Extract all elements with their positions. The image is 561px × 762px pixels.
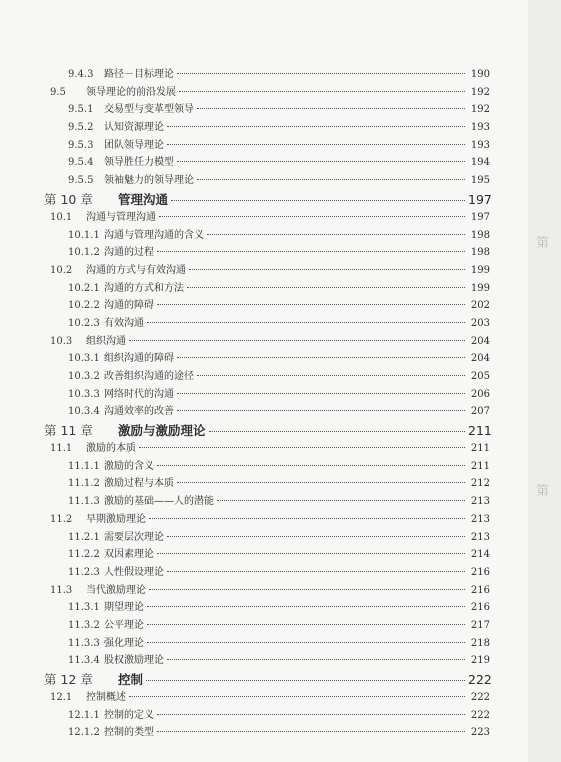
- dot-leader: [139, 447, 465, 448]
- toc-entry-page-number: 222: [470, 709, 490, 721]
- toc-section-entry: [44, 511, 490, 529]
- toc-chapter-entry: [44, 670, 490, 689]
- dot-leader: [177, 161, 465, 162]
- dot-leader: [146, 680, 465, 681]
- toc-subsection-entry: [44, 458, 490, 476]
- toc-entry-title: 公平理论: [104, 619, 144, 631]
- dot-leader: [177, 73, 465, 74]
- toc-entry-number: 11.3.1: [68, 602, 100, 614]
- toc-entry-number: 11.1.2: [68, 478, 100, 490]
- dot-leader: [217, 500, 465, 501]
- toc-subsection-entry: [44, 652, 490, 670]
- toc-entry-title: 认知资源理论: [104, 122, 164, 134]
- toc-entry-title: 领导理论的前沿发展: [86, 86, 176, 98]
- dot-leader: [157, 553, 465, 554]
- toc-subsection-entry: [44, 635, 490, 653]
- toc-entry-title: 当代激励理论: [86, 584, 146, 596]
- toc-subsection-entry: [44, 724, 490, 742]
- toc-entry-page-number: 194: [470, 157, 490, 169]
- toc-entry-number: 10.2.2: [68, 300, 100, 312]
- toc-entry-number: 11.2.2: [68, 549, 100, 561]
- toc-entry-page-number: 219: [470, 655, 490, 667]
- toc-section-entry: [44, 582, 490, 600]
- toc-subsection-entry: [44, 66, 490, 84]
- dot-leader: [149, 518, 465, 519]
- toc-entry-number: 11.3: [50, 584, 73, 596]
- toc-subsection-entry: [44, 297, 490, 315]
- toc-entry-number: 10.2: [50, 264, 73, 276]
- toc-entry-number: 11.2.3: [68, 566, 100, 578]
- toc-entry-title: 早期激励理论: [86, 513, 146, 525]
- toc-entry-page-number: 214: [470, 549, 490, 561]
- toc-entry-page-number: 211: [470, 460, 490, 472]
- toc-entry-title: 交易型与变革型领导: [104, 104, 194, 116]
- toc-entry-number: 9.5.5: [68, 175, 94, 187]
- toc-entry-title: 沟通与管理沟通的含义: [104, 229, 204, 241]
- toc-entry-page-number: 218: [470, 637, 490, 649]
- dot-leader: [167, 126, 465, 127]
- toc-entry-title: 控制的类型: [104, 727, 154, 739]
- toc-entry-number: 10.3.2: [68, 371, 100, 382]
- toc-entry-title: 沟通的方式与有效沟通: [86, 264, 186, 276]
- toc-entry-number: 9.5: [50, 86, 66, 98]
- next-page-edge: [528, 0, 561, 762]
- toc-entry-number: 12.1.2: [68, 727, 100, 739]
- dot-leader: [177, 482, 465, 483]
- toc-entry-title: 路径－目标理论: [104, 69, 174, 80]
- toc-entry-title: 人性假设理论: [104, 566, 164, 578]
- toc-entry-page-number: 204: [470, 353, 490, 365]
- dot-leader: [167, 571, 465, 572]
- toc-entry-page-number: 193: [470, 122, 490, 134]
- toc-entry-page-number: 213: [470, 496, 490, 508]
- table-of-contents: [44, 66, 490, 742]
- toc-entry-page-number: 223: [470, 727, 490, 739]
- toc-entry-title: 股权激励理论: [104, 655, 164, 667]
- toc-subsection-entry: [44, 244, 490, 262]
- toc-entry-page-number: 205: [470, 371, 490, 382]
- toc-subsection-entry: [44, 564, 490, 582]
- toc-subsection-entry: [44, 368, 490, 386]
- toc-entry-number: 11.2.1: [68, 531, 100, 543]
- toc-entry-number: 10.1.2: [68, 247, 100, 259]
- toc-entry-page-number: 216: [470, 602, 490, 614]
- toc-entry-page-number: 198: [470, 229, 490, 241]
- toc-entry-title: 激励的基础——人的潜能: [104, 496, 214, 508]
- toc-subsection-entry: [44, 546, 490, 564]
- toc-entry-number: 11.3.2: [68, 619, 100, 631]
- toc-entry-number: 10.3.3: [68, 388, 100, 400]
- dot-leader: [157, 731, 465, 732]
- toc-subsection-entry: [44, 386, 490, 404]
- toc-entry-page-number: 213: [470, 531, 490, 543]
- toc-entry-page-number: 216: [470, 566, 490, 578]
- dot-leader: [157, 465, 465, 466]
- toc-subsection-entry: [44, 707, 490, 725]
- toc-subsection-entry: [44, 315, 490, 333]
- toc-entry-title: 沟通与管理沟通: [86, 211, 156, 223]
- toc-subsection-entry: [44, 599, 490, 617]
- toc-entry-number: 11.1.1: [68, 460, 100, 472]
- toc-entry-title: 激励的本质: [86, 443, 136, 455]
- dot-leader: [147, 642, 465, 643]
- toc-entry-number: 10.1.1: [68, 229, 100, 241]
- toc-subsection-entry: [44, 475, 490, 493]
- toc-section-entry: [44, 209, 490, 227]
- toc-subsection-entry: [44, 403, 490, 421]
- dot-leader: [147, 322, 465, 323]
- dot-leader: [157, 304, 465, 305]
- dot-leader: [171, 200, 465, 201]
- dot-leader: [197, 179, 465, 180]
- toc-entry-number: 9.5.2: [68, 122, 94, 134]
- dot-leader: [187, 287, 465, 288]
- toc-entry-page-number: 211: [470, 443, 490, 455]
- dot-leader: [177, 410, 465, 411]
- toc-entry-title: 管理沟通: [118, 191, 169, 207]
- toc-entry-page-number: 195: [470, 175, 490, 187]
- toc-entry-page-number: 197: [468, 191, 492, 207]
- next-page-glyph: 第: [536, 484, 550, 499]
- dot-leader: [167, 144, 465, 145]
- toc-entry-title: 沟通的方式和方法: [104, 282, 184, 294]
- toc-chapter-entry: [44, 190, 490, 209]
- dot-leader: [157, 714, 465, 715]
- dot-leader: [167, 659, 465, 660]
- toc-section-entry: [44, 333, 490, 351]
- toc-entry-number: 11.2: [50, 513, 73, 525]
- toc-entry-page-number: 206: [470, 388, 490, 400]
- toc-entry-page-number: 216: [470, 584, 490, 596]
- toc-entry-title: 激励过程与本质: [104, 478, 174, 490]
- toc-section-entry: [44, 689, 490, 707]
- toc-section-entry: [44, 440, 490, 458]
- toc-subsection-entry: [44, 529, 490, 547]
- toc-entry-title: 控制: [118, 672, 144, 687]
- toc-chapter-entry: [44, 421, 490, 440]
- toc-entry-page-number: 213: [470, 513, 490, 525]
- toc-subsection-entry: [44, 101, 490, 119]
- dot-leader: [167, 536, 465, 537]
- toc-entry-number: 9.5.3: [68, 139, 94, 151]
- dot-leader: [177, 393, 465, 394]
- dot-leader: [157, 251, 465, 252]
- toc-entry-number: 第 12 章: [44, 672, 93, 687]
- toc-entry-page-number: 222: [470, 692, 490, 703]
- next-page-glyph: 第: [536, 236, 550, 251]
- toc-entry-page-number: 207: [470, 406, 490, 418]
- toc-subsection-entry: [44, 154, 490, 172]
- toc-entry-page-number: 198: [470, 247, 490, 259]
- toc-entry-title: 控制的定义: [104, 709, 154, 721]
- toc-entry-number: 9.5.4: [68, 157, 94, 169]
- toc-entry-number: 12.1: [50, 692, 73, 703]
- toc-entry-page-number: 192: [470, 104, 490, 116]
- toc-entry-title: 沟通效率的改善: [104, 406, 174, 418]
- dot-leader: [129, 340, 465, 341]
- toc-entry-number: 第 10 章: [44, 191, 93, 207]
- toc-entry-title: 需要层次理论: [104, 531, 164, 543]
- toc-entry-number: 10.3.4: [68, 406, 100, 418]
- toc-entry-number: 10.2.1: [68, 282, 100, 294]
- toc-entry-number: 10.3.1: [68, 353, 100, 365]
- toc-subsection-entry: [44, 617, 490, 635]
- toc-entry-number: 10.2.3: [68, 317, 100, 329]
- toc-entry-number: 9.4.3: [68, 69, 94, 80]
- toc-entry-page-number: 197: [470, 211, 490, 223]
- toc-entry-number: 10.3: [50, 335, 73, 347]
- toc-entry-page-number: 212: [470, 478, 490, 490]
- toc-entry-title: 组织沟通的障碍: [104, 353, 174, 365]
- toc-subsection-entry: [44, 493, 490, 511]
- dot-leader: [179, 91, 465, 92]
- dot-leader: [207, 234, 465, 235]
- toc-entry-title: 控制概述: [86, 692, 126, 703]
- toc-entry-title: 激励的含义: [104, 460, 154, 472]
- toc-entry-number: 9.5.1: [68, 104, 94, 116]
- dot-leader: [147, 624, 465, 625]
- toc-entry-title: 有效沟通: [104, 317, 144, 329]
- toc-entry-page-number: 199: [470, 282, 490, 294]
- toc-entry-title: 期望理论: [104, 602, 144, 614]
- toc-entry-number: 第 11 章: [44, 423, 93, 439]
- toc-entry-number: 11.3.3: [68, 637, 100, 649]
- toc-subsection-entry: [44, 350, 490, 368]
- toc-entry-page-number: 202: [470, 300, 490, 312]
- toc-entry-page-number: 222: [468, 672, 492, 687]
- toc-entry-title: 组织沟通: [86, 335, 126, 347]
- toc-entry-title: 领导胜任力模型: [104, 157, 174, 169]
- dot-leader: [197, 375, 465, 376]
- toc-entry-page-number: 211: [468, 423, 492, 439]
- toc-entry-title: 网络时代的沟通: [104, 388, 174, 400]
- toc-subsection-entry: [44, 172, 490, 190]
- dot-leader: [177, 357, 465, 358]
- toc-subsection-entry: [44, 137, 490, 155]
- toc-entry-number: 11.1.3: [68, 496, 100, 508]
- toc-entry-title: 激励与激励理论: [118, 423, 206, 439]
- dot-leader: [149, 589, 465, 590]
- dot-leader: [189, 269, 465, 270]
- toc-subsection-entry: [44, 119, 490, 137]
- toc-entry-title: 强化理论: [104, 637, 144, 649]
- toc-subsection-entry: [44, 280, 490, 298]
- toc-entry-title: 沟通的过程: [104, 247, 154, 259]
- toc-entry-title: 团队领导理论: [104, 139, 164, 151]
- dot-leader: [129, 696, 465, 697]
- toc-entry-page-number: 203: [470, 317, 490, 329]
- toc-entry-page-number: 199: [470, 264, 490, 276]
- toc-entry-title: 改善组织沟通的途径: [104, 371, 194, 382]
- dot-leader: [147, 606, 465, 607]
- dot-leader: [159, 216, 465, 217]
- toc-entry-title: 沟通的障碍: [104, 300, 154, 312]
- toc-entry-title: 领袖魅力的领导理论: [104, 175, 194, 187]
- toc-section-entry: [44, 84, 490, 102]
- toc-entry-number: 11.1: [50, 443, 73, 455]
- toc-entry-page-number: 193: [470, 139, 490, 151]
- toc-section-entry: [44, 262, 490, 280]
- dot-leader: [209, 431, 465, 432]
- toc-entry-number: 10.1: [50, 211, 73, 223]
- toc-entry-page-number: 192: [470, 86, 490, 98]
- toc-entry-page-number: 217: [470, 619, 490, 631]
- toc-entry-page-number: 204: [470, 335, 490, 347]
- toc-entry-title: 双因素理论: [104, 549, 154, 561]
- toc-entry-number: 11.3.4: [68, 655, 100, 667]
- dot-leader: [197, 108, 465, 109]
- toc-entry-number: 12.1.1: [68, 709, 100, 721]
- toc-subsection-entry: [44, 227, 490, 245]
- toc-entry-page-number: 190: [470, 69, 490, 80]
